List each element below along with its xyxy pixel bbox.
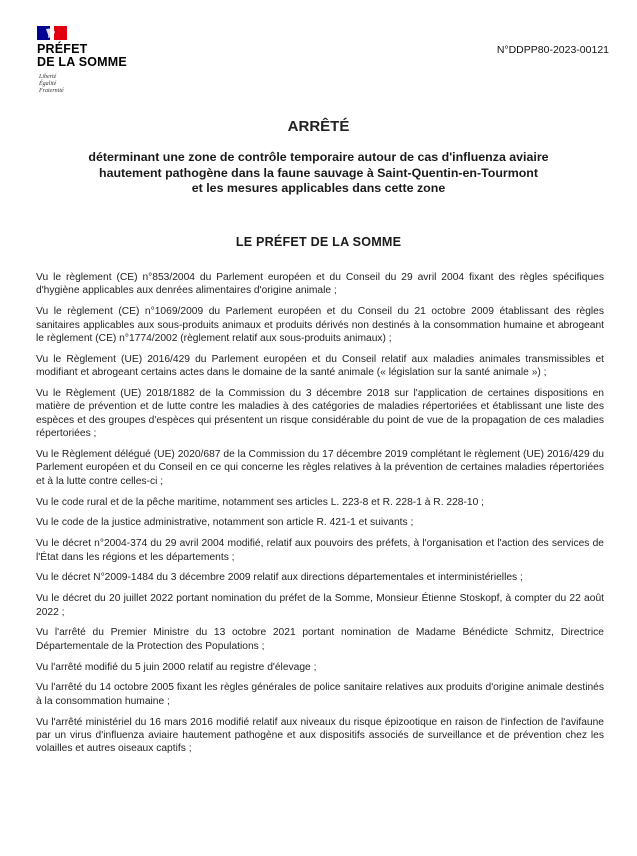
document-subtitle [40,150,597,197]
marianne-logo-icon [37,26,67,40]
devise-egalite: Égalité [39,81,57,87]
subtitle-line-1: déterminant une zone de contrôle temporaire autour de cas d'influenza aviaire [88,150,549,164]
vu-paragraph-6: Vu le code rural et de la pêche maritime, notamment ses articles L. 223-8 et R. 228-1 à R. 228-10 ; [36,496,485,508]
document-header [37,26,613,106]
vu-paragraph-3: Vu le Règlement (UE) 2016/429 du Parlement européen et du Conseil relatif aux maladies animales transmissibles et modifiant et abrogeant certains actes dans le domaine de la santé animale (« législation sur la santé animale ») ; [36,353,604,379]
prefet-line-2: DE LA SOMME [37,55,127,69]
vu-paragraph-10: Vu le décret du 20 juillet 2022 portant nomination du préfet de la Somme, Monsieur Étienne Stoskopf, à compter du 22 août 2022 ; [36,593,604,618]
devise-fraternite: Fraternité [39,88,64,94]
devise-liberte: Liberté [39,74,57,80]
vu-paragraph-7: Vu le code de la justice administrative, notamment son article R. 421-1 et suivants ; [36,517,414,529]
authority-heading: LE PRÉFET DE LA SOMME [235,235,402,249]
vu-paragraph-14: Vu l'arrêté ministériel du 16 mars 2016 modifié relatif aux niveaux du risque épizootique en raison de l'infection de l'avifaune par un virus d'influenza aviaire hautement pathogène et aux dispositifs associés de surveillance et de prévention chez les volailles et autres oiseaux captifs ; [36,716,604,755]
prefet-line-1: PRÉFET [37,42,88,56]
vu-paragraph-11: Vu l'arrêté du Premier Ministre du 13 octobre 2021 portant nomination de Madame Bénédicte Schmitz, Directrice Départementale de la Protection des Populations ; [36,627,604,652]
vu-paragraph-2: Vu le règlement (CE) n°1069/2009 du Parlement européen et du Conseil du 21 octobre 2009 établissant des règles sanitaires applicables aux sous-produits animaux et produits dérivés non destinés à la consommation humaine et abrogeant le règlement (CE) n°1774/2002 (règlement relatif aux sous-produits animaux) ; [36,306,604,345]
document-title: ARRÊTÉ [287,118,350,135]
vu-paragraph-4: Vu le Règlement (UE) 2018/1882 de la Commission du 3 décembre 2018 sur l'application de certaines dispositions en matière de prévention et de lutte contre les maladies à des catégories de maladies répertoriées et établissant une liste des espèces et des groupes d'espèces qui présentent un risque considérable du point de vue de la propagation de ces maladies répertoriées ; [36,388,604,440]
vu-paragraph-12: Vu l'arrêté modifié du 5 juin 2000 relatif au registre d'élevage ; [36,661,317,673]
vu-paragraph-1: Vu le règlement (CE) n°853/2004 du Parlement européen et du Conseil du 29 avril 2004 fixant des règles spécifiques d'hygiène applicables aux denrées alimentaires d'origine animale ; [36,272,604,297]
document-body [36,271,604,763]
subtitle-line-3: et les mesures applicables dans cette zone [191,181,446,195]
vu-paragraph-13: Vu l'arrêté du 14 octobre 2005 fixant les règles générales de police sanitaire relatives aux produits d'origine animale destinés à la consommation humaine ; [36,682,604,707]
vu-paragraph-5: Vu le Règlement délégué (UE) 2020/687 de la Commission du 17 décembre 2019 complétant le règlement (UE) 2016/429 du Parlement européen et du Conseil en ce qui concerne les règles relatives à la prévention de certaines maladies répertoriées et à la lutte contre celles-ci ; [36,449,604,487]
devise [39,74,64,95]
vu-paragraph-9: Vu le décret N°2009-1484 du 3 décembre 2009 relatif aux directions départementales et interministérielles ; [36,572,523,584]
subtitle-line-2: hautement pathogène dans la faune sauvage à Saint-Quentin-en-Tourmont [99,165,538,180]
vu-paragraph-8: Vu le décret n°2004-374 du 29 avril 2004 modifié, relatif aux pouvoirs des préfets, à l'organisation et l'action des services de l'État dans les régions et les départements ; [36,538,604,563]
reference-number: N°DDPP80-2023-00121 [496,44,609,56]
prefet-title [37,43,127,69]
